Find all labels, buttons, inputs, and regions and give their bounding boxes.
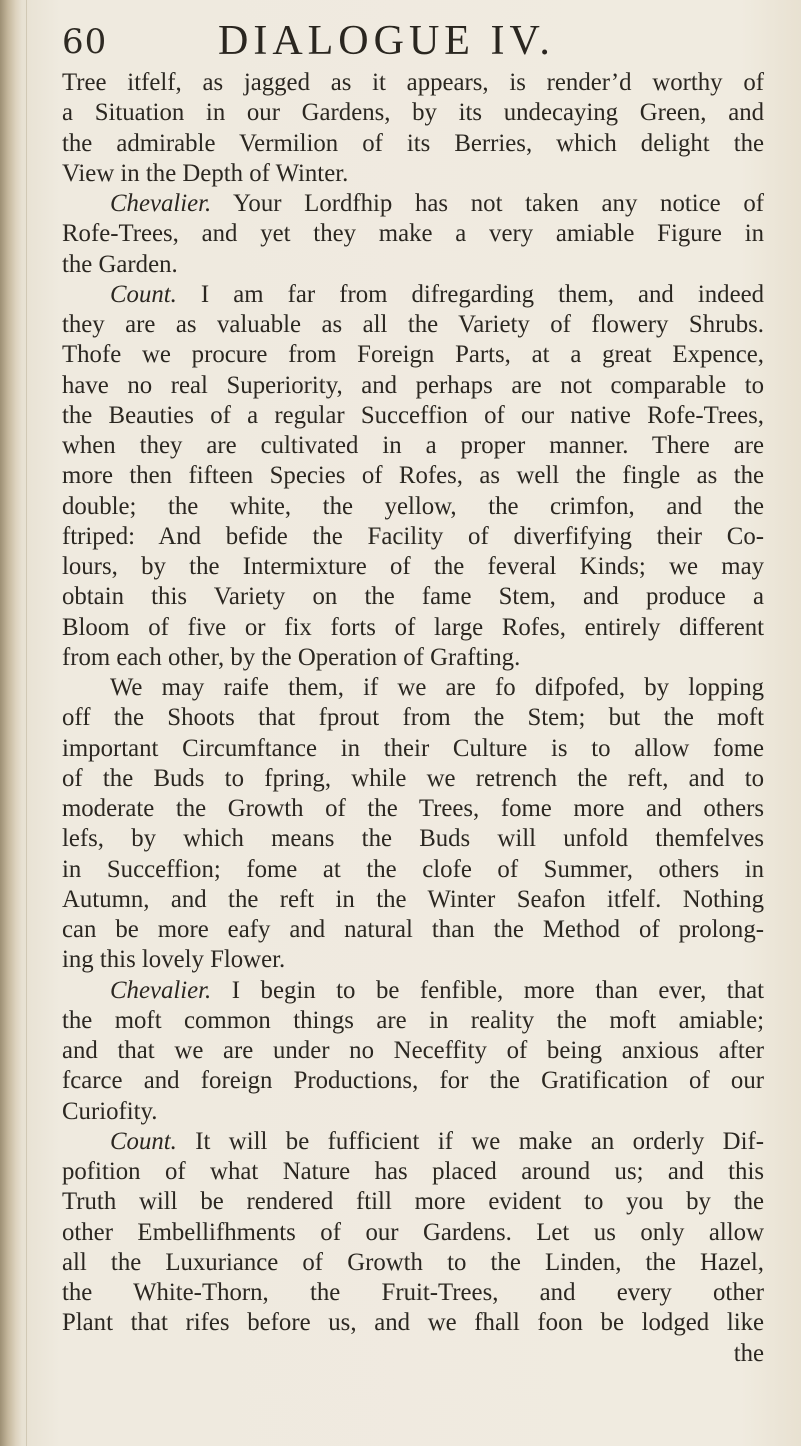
- text-line: can be more eafy and natural than the Method of prolong-: [62, 916, 764, 943]
- text-line: and that we are under no Neceffity of being anxious after: [62, 1037, 764, 1064]
- text-line: when they are cultivated in a proper manner. There are: [62, 432, 764, 459]
- text-line: [62, 189, 764, 219]
- speaker-name: Chevalier.: [110, 190, 212, 217]
- text-line: off the Shoots that fprout from the Stem; but the moft: [62, 704, 764, 732]
- speaker-name: Count.: [110, 280, 177, 308]
- text-line: from each other, by the Operation of Grafting.: [62, 643, 521, 671]
- text-line: Curiofity.: [62, 1097, 158, 1125]
- text-line: ing this lovely Flower.: [62, 946, 286, 974]
- text-line: pofition of what Nature has placed around us; and this: [62, 1158, 764, 1185]
- running-head: DIALOGUE IV.: [218, 18, 555, 64]
- text-line: lours, by the Intermixture of the feveral Kinds; we may: [62, 553, 764, 580]
- text-line: Rofe-Trees, and yet they make a very amiable Figure in: [62, 220, 764, 248]
- text-line: of the Buds to fpring, while we retrench the reft, and to: [62, 764, 764, 792]
- line-text: I begin to be fenfible, more than ever, that: [211, 976, 764, 1004]
- text-line: Thofe we procure from Foreign Parts, at a great Expence,: [62, 341, 764, 369]
- text-line: important Circumftance in their Culture is to allow fome: [62, 734, 764, 762]
- text-line: Autumn, and the reft in the Winter Seafon itfelf. Nothing: [62, 885, 764, 913]
- text-line: have no real Superiority, and perhaps are not comparable to: [62, 371, 764, 399]
- text-line: Truth will be rendered ftill more evident to you by the: [62, 1188, 764, 1216]
- text-line: We may raife them, if we are fo difpofed, by lopping: [110, 674, 764, 701]
- page-number: 60: [62, 22, 108, 62]
- text-line: [62, 1127, 764, 1157]
- catchword: the: [733, 1339, 764, 1367]
- text-line: obtain this Variety on the fame Stem, and produce a: [62, 583, 764, 611]
- page-gutter-shadow: [0, 0, 22, 1446]
- body-text: [62, 68, 764, 1369]
- page-edge: [26, 0, 27, 1446]
- text-line: the Beauties of a regular Succeffion of our native Rofe-Trees,: [62, 401, 764, 429]
- text-line: in Succeffion; fome at the clofe of Summer, others in: [62, 855, 764, 883]
- line-text: Your Lordfhip has not taken any notice of: [211, 190, 764, 217]
- text-line: all the Luxuriance of Growth to the Linden, the Hazel,: [62, 1248, 764, 1276]
- text-line: [62, 280, 764, 310]
- text-line: the admirable Vermilion of its Berries, which delight the: [62, 129, 764, 157]
- text-line: lefs, by which means the Buds will unfold themfelves: [62, 825, 764, 853]
- line-text: I am far from difregarding them, and indeed: [176, 280, 764, 308]
- text-line: the moft common things are in reality the moft amiable;: [62, 1006, 764, 1034]
- text-line: other Embellifhments of our Gardens. Let us only allow: [62, 1218, 764, 1246]
- line-text: It will be fufficient if we make an orderly Dif-: [176, 1127, 764, 1155]
- text-line: Bloom of five or fix forts of large Rofes, entirely different: [62, 613, 764, 641]
- text-line: a Situation in our Gardens, by its undecaying Green, and: [62, 99, 764, 127]
- text-line: the Garden.: [62, 250, 178, 278]
- text-line: double; the white, the yellow, the crimfon, and the: [62, 492, 764, 520]
- speaker-name: Chevalier.: [110, 976, 212, 1004]
- text-line: moderate the Growth of the Trees, fome more and others: [62, 795, 764, 822]
- text-line: [62, 976, 764, 1006]
- text-line: Tree itfelf, as jagged as it appears, is render’d worthy of: [62, 69, 764, 96]
- text-line: View in the Depth of Winter.: [62, 159, 349, 187]
- text-line: fcarce and foreign Productions, for the Gratification of our: [62, 1067, 764, 1095]
- text-line: ftriped: And befide the Facility of diverfifying their Co-: [62, 522, 764, 550]
- text-line: they are as valuable as all the Variety of flowery Shrubs.: [62, 311, 764, 338]
- speaker-name: Count.: [110, 1127, 177, 1155]
- text-line: more then fifteen Species of Rofes, as well the fingle as the: [62, 462, 764, 490]
- text-line: Plant that rifes before us, and we fhall foon be lodged like: [62, 1309, 764, 1337]
- text-line: the White-Thorn, the Fruit-Trees, and every other: [62, 1279, 764, 1306]
